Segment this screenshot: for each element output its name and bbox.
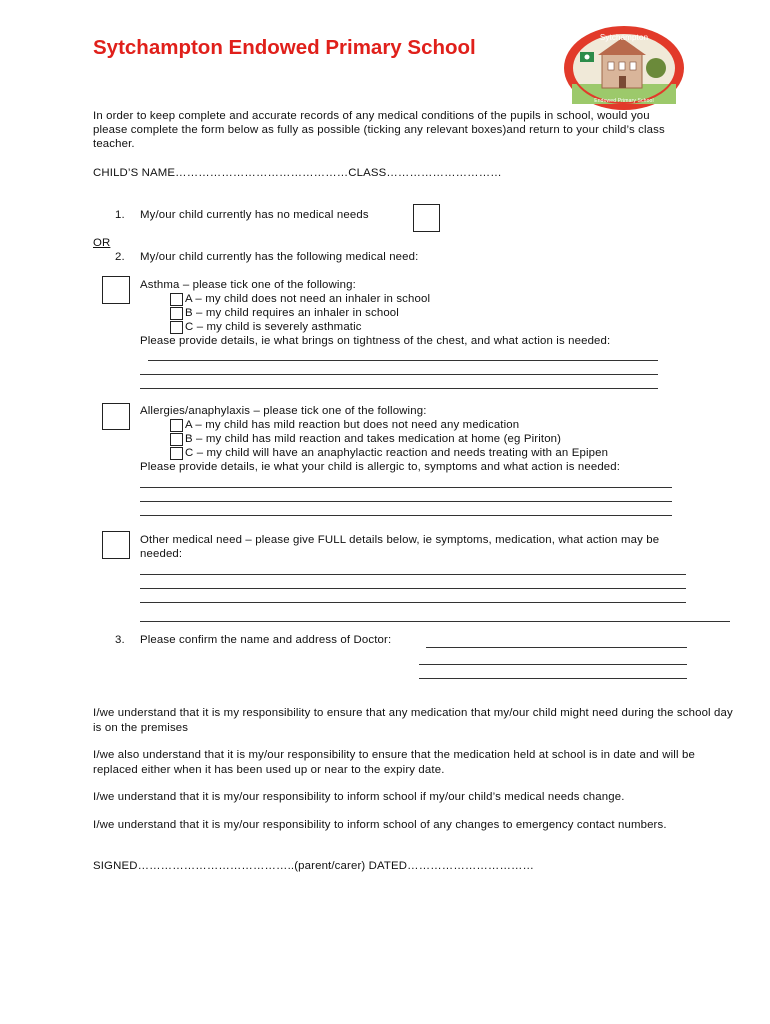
asthma-details-line[interactable] xyxy=(140,388,658,389)
statement-4: I/we understand that it is my/our responsibility to inform school of any changes to emergency contact numbers. xyxy=(93,819,667,831)
doctor-address-line[interactable] xyxy=(419,664,687,665)
allergies-details-prompt: Please provide details, ie what your child is allergic to, symptoms and what action is needed: xyxy=(140,461,621,473)
asthma-details-line[interactable] xyxy=(140,374,658,375)
asthma-option-a-checkbox[interactable] xyxy=(170,293,183,306)
option-1-number: 1. xyxy=(115,209,125,221)
school-logo xyxy=(562,24,686,112)
option-1-text: My/our child currently has no medical needs xyxy=(140,209,369,221)
doctor-address-line[interactable] xyxy=(426,647,687,648)
signed-dated-line[interactable]: SIGNED…………………………………..(parent/carer) DATED…………………………… xyxy=(93,860,535,872)
or-label: OR xyxy=(93,237,111,249)
school-title: Sytchampton Endowed Primary School xyxy=(93,36,476,59)
asthma-option-b-checkbox[interactable] xyxy=(170,307,183,320)
allergies-option-c-checkbox[interactable] xyxy=(170,447,183,460)
asthma-option-c: C – my child is severely asthmatic xyxy=(185,321,362,333)
other-need-line-1: Other medical need – please give FULL details below, ie symptoms, medication, what action may be xyxy=(140,534,660,546)
asthma-option-b: B – my child requires an inhaler in school xyxy=(185,307,399,319)
asthma-details-line[interactable] xyxy=(148,360,658,361)
option-2-number: 2. xyxy=(115,251,125,263)
allergies-details-line[interactable] xyxy=(140,501,672,502)
intro-line-1: In order to keep complete and accurate records of any medical conditions of the pupils in school, would you xyxy=(93,110,650,122)
allergies-details-line[interactable] xyxy=(140,515,672,516)
doctor-prompt: Please confirm the name and address of Doctor: xyxy=(140,634,392,646)
other-details-line[interactable] xyxy=(140,602,686,603)
allergies-option-a-checkbox[interactable] xyxy=(170,419,183,432)
allergies-option-b-checkbox[interactable] xyxy=(170,433,183,446)
asthma-heading: Asthma – please tick one of the following: xyxy=(140,279,356,291)
other-details-line[interactable] xyxy=(140,621,730,622)
asthma-option-a: A – my child does not need an inhaler in school xyxy=(185,293,431,305)
allergies-checkbox[interactable] xyxy=(102,403,130,430)
allergies-details-line[interactable] xyxy=(140,487,672,488)
asthma-details-prompt: Please provide details, ie what brings on tightness of the chest, and what action is needed: xyxy=(140,335,611,347)
asthma-checkbox[interactable] xyxy=(102,276,130,304)
allergies-option-c: C – my child will have an anaphylactic reaction and needs treating with an Epipen xyxy=(185,447,609,459)
child-name-class-line[interactable]: CHILD’S NAME………………………………………CLASS………………………… xyxy=(93,167,502,179)
intro-line-2: please complete the form below as fully as possible (ticking any relevant boxes)and return to your child’s class xyxy=(93,124,665,136)
statement-2: I/we also understand that it is my/our responsibility to ensure that the medication held at school is in date and will be replaced either when it has been used up or near to the expiry date. xyxy=(93,749,695,776)
allergies-heading: Allergies/anaphylaxis – please tick one of the following: xyxy=(140,405,427,417)
doctor-number: 3. xyxy=(115,634,125,646)
other-details-line[interactable] xyxy=(140,574,686,575)
doctor-address-line[interactable] xyxy=(419,678,687,679)
allergies-option-a: A – my child has mild reaction but does not need any medication xyxy=(185,419,520,431)
svg-text:Sytchampton: Sytchampton xyxy=(599,33,649,42)
svg-text:Endowed Primary School: Endowed Primary School xyxy=(594,98,654,104)
intro-line-3: teacher. xyxy=(93,138,135,150)
other-need-line-2: needed: xyxy=(140,548,183,560)
statement-1: I/we understand that it is my responsibility to ensure that any medication that my/our child might need during the school day is on the premises xyxy=(93,707,733,734)
option-2-text: My/our child currently has the following medical need: xyxy=(140,251,419,263)
no-medical-needs-checkbox[interactable] xyxy=(413,204,440,232)
asthma-option-c-checkbox[interactable] xyxy=(170,321,183,334)
other-details-line[interactable] xyxy=(140,588,686,589)
allergies-option-b: B – my child has mild reaction and takes medication at home (eg Piriton) xyxy=(185,433,562,445)
other-medical-need-checkbox[interactable] xyxy=(102,531,130,559)
statement-3: I/we understand that it is my/our responsibility to inform school if my/our child’s medical needs change. xyxy=(93,791,625,803)
